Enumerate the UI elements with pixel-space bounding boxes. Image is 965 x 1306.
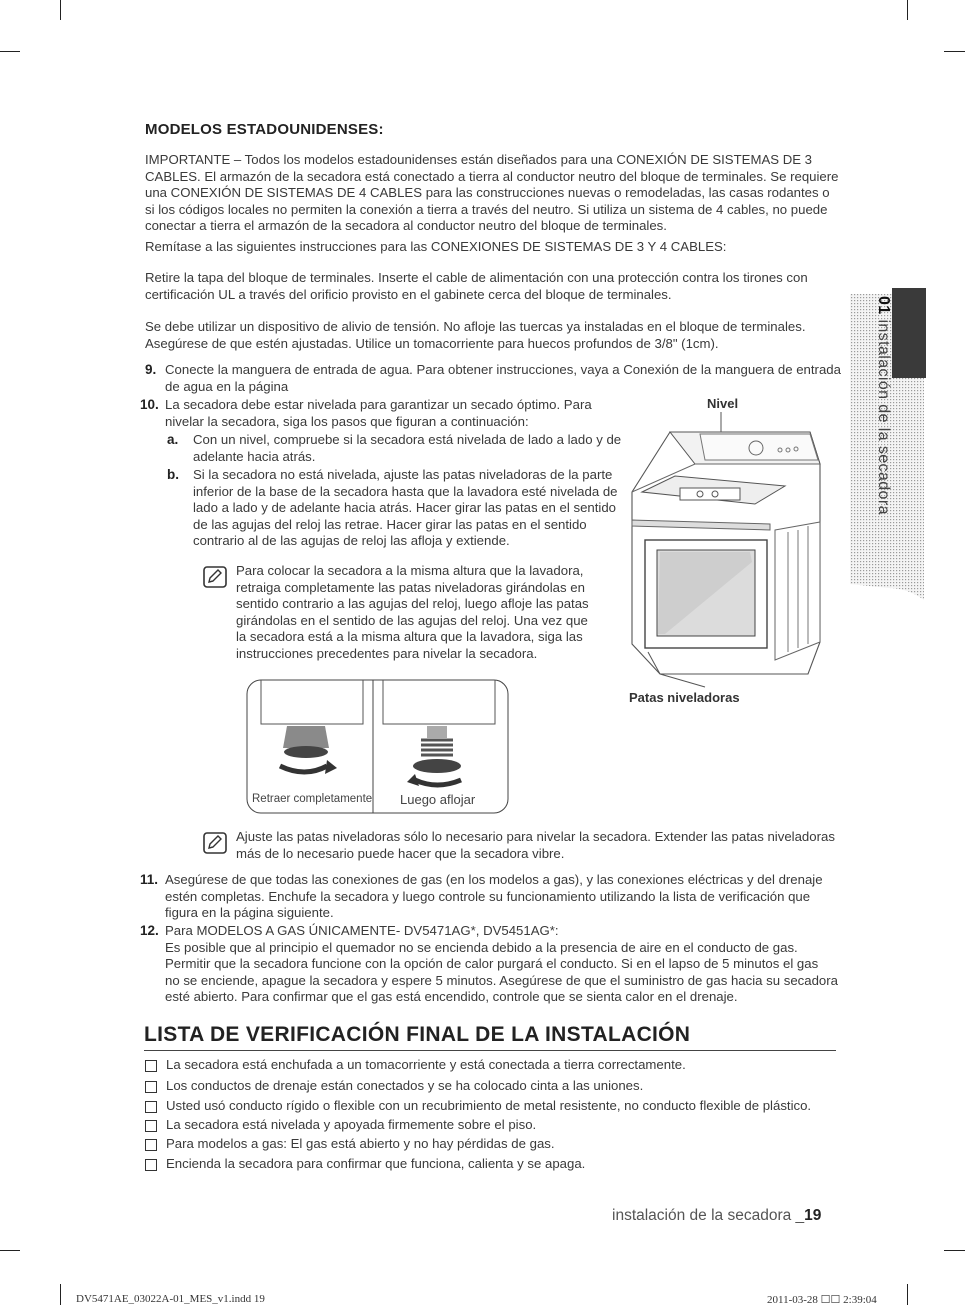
step-letter: a.: [167, 432, 179, 447]
checklist-title: LISTA DE VERIFICACIÓN FINAL DE LA INSTALACIÓN: [144, 1023, 691, 1046]
page-number: 19: [804, 1207, 822, 1224]
checkbox-icon: [145, 1120, 157, 1132]
crop-mark: [907, 0, 908, 20]
file-slug: DV5471AE_03022A-01_MES_v1.indd 19: [76, 1293, 265, 1305]
note-icon: [203, 832, 227, 854]
note-icon: [203, 566, 227, 588]
step-10-text: La secadora debe estar nivelada para garantizar un secado óptimo. Para nivelar la secadora, siga los pasos que figuran a continuación:: [165, 397, 592, 429]
checklist-item: La secadora está nivelada y apoyada firmemente sobre el piso.: [166, 1117, 537, 1132]
checklist-item: Usted usó conducto rígido o flexible con un recubrimiento de metal resistente, no conducto flexible de plástico.: [166, 1098, 812, 1113]
checkbox-icon: [145, 1060, 157, 1072]
feet-caption-left: Retraer completamente: [252, 793, 373, 805]
checklist-item: Los conductos de drenaje están conectados y se ha colocado cinta a las uniones.: [166, 1078, 644, 1093]
crop-mark: [60, 1284, 61, 1305]
page-footer: [612, 1207, 821, 1225]
dryer-illustration: [620, 412, 830, 692]
step-10a-text: Con un nivel, compruebe si la secadora está nivelada de lado a lado y de adelante hacia atrás.: [193, 432, 622, 464]
step-number: 9.: [145, 362, 157, 377]
leveling-legs-label: Patas niveladoras: [629, 690, 740, 705]
step-11-text: Asegúrese de que todas las conexiones de gas (en los modelos a gas), y las conexiones eléctricas y del drenaje estén completas. Enchufe la secadora y luego controle su funcionamiento utilizando la lista de verificación que figura en la página siguiente.: [165, 872, 823, 921]
step-letter: b.: [167, 467, 179, 482]
crop-mark: [0, 1250, 20, 1251]
step-number: 11.: [140, 872, 159, 887]
print-timestamp: 2011-03-28 ☐☐ 2:39:04: [767, 1294, 877, 1306]
footer-section: instalación de la secadora _: [612, 1207, 805, 1224]
step-12-text: Para MODELOS A GAS ÚNICAMENTE- DV5471AG*, DV5451AG*: Es posible que al principio el quemador no se encienda debido a la presencia de aire en el conducto de gas. Permitir que la secadora funcione con la opción de calor purgará el conducto. Si en el lapso de 5 minutos el gas no se enciende, apague la secadora y espere 5 minutos. Asegúrese de que el suministro de gas hacia su secadora esté abierto. Para confirmar que el gas está encendido, controle que se sienta calor en el drenaje.: [165, 923, 838, 1005]
note-text: Para colocar la secadora a la misma altura que la lavadora, retraiga completamente las patas niveladoras girándolas en sentido contrario a las agujas del reloj, luego afloje las patas girándolas en el sentido de las agujas del reloj. Una vez que la secadora está a la misma altura que la lavadora, siga las instrucciones precedentes para nivelar la secadora.: [236, 563, 589, 661]
paragraph: Se debe utilizar un dispositivo de alivio de tensión. No afloje las tuercas ya instaladas en el bloque de terminales. Asegúrese de que estén ajustadas. Utilice un tomacorriente para huecos profundos de 3/8" (1cm).: [145, 319, 806, 351]
step-10b-text: Si la secadora no está nivelada, ajuste las patas niveladoras de la parte inferior de la base de la secadora hasta que la lavadora esté nivelada de lado a lado y de adelante hacia atrás. Hacer girar las patas en el sentido de las agujas del reloj las retrae. Hacer girar las patas en el sentido contrario al de las agujas de reloj las afloja y extiende.: [193, 467, 618, 549]
checkbox-icon: [145, 1101, 157, 1113]
side-tab-label: 01 instalación de la secadora: [875, 296, 892, 515]
crop-mark: [944, 51, 965, 52]
feet-caption-right: Luego aflojar: [400, 792, 476, 807]
note-text: Ajuste las patas niveladoras sólo lo necesario para nivelar la secadora. Extender las patas niveladoras más de lo necesario puede hacer que la secadora vibre.: [236, 829, 835, 861]
paragraph: Retire la tapa del bloque de terminales. Inserte el cable de alimentación con una protección contra los tirones con certificación UL a través del orificio provisto en el gabinete cerca del bloque de terminales.: [145, 270, 808, 302]
step-9-text: Conecte la manguera de entrada de agua. Para obtener instrucciones, vaya a Conexión de la manguera de entrada de agua en la página: [165, 362, 841, 394]
checklist-item: Para modelos a gas: El gas está abierto y no hay pérdidas de gas.: [166, 1136, 555, 1151]
paragraph: Remítase a las siguientes instrucciones para las CONEXIONES DE SISTEMAS DE 3 Y 4 CABLES:: [145, 239, 727, 254]
checklist-item: Encienda la secadora para confirmar que funciona, calienta y se apaga.: [166, 1156, 586, 1171]
level-label: Nivel: [707, 396, 739, 411]
checkbox-icon: [145, 1081, 157, 1093]
checkbox-icon: [145, 1159, 157, 1171]
checkbox-icon: [145, 1139, 157, 1151]
subsection-heading: MODELOS ESTADOUNIDENSES:: [145, 121, 384, 138]
important-paragraph: IMPORTANTE – Todos los modelos estadounidenses están diseñados para una CONEXIÓN DE SISTEMAS DE 3 CABLES. El armazón de la secadora está conectado a tierra al conductor neutro del bloque de terminales. Se requiere una CONEXIÓN DE SISTEMAS DE 4 CABLES para las construcciones nuevas o remodeladas, las casas rodantes o si los códigos locales no permiten la conexión a tierra a través del neutro. Si utiliza un sistema de 4 cables, no puede conectar a tierra el armazón de la secadora al conductor neutro del bloque de terminales.: [145, 152, 839, 234]
crop-mark: [0, 51, 20, 52]
step-number: 10.: [140, 397, 159, 412]
crop-mark: [944, 1250, 965, 1251]
divider: [144, 1050, 836, 1051]
crop-mark: [60, 0, 61, 20]
step-number: 12.: [140, 923, 159, 938]
checklist-item: La secadora está enchufada a un tomacorriente y está conectada a tierra correctamente.: [166, 1057, 686, 1072]
crop-mark: [907, 1284, 908, 1305]
